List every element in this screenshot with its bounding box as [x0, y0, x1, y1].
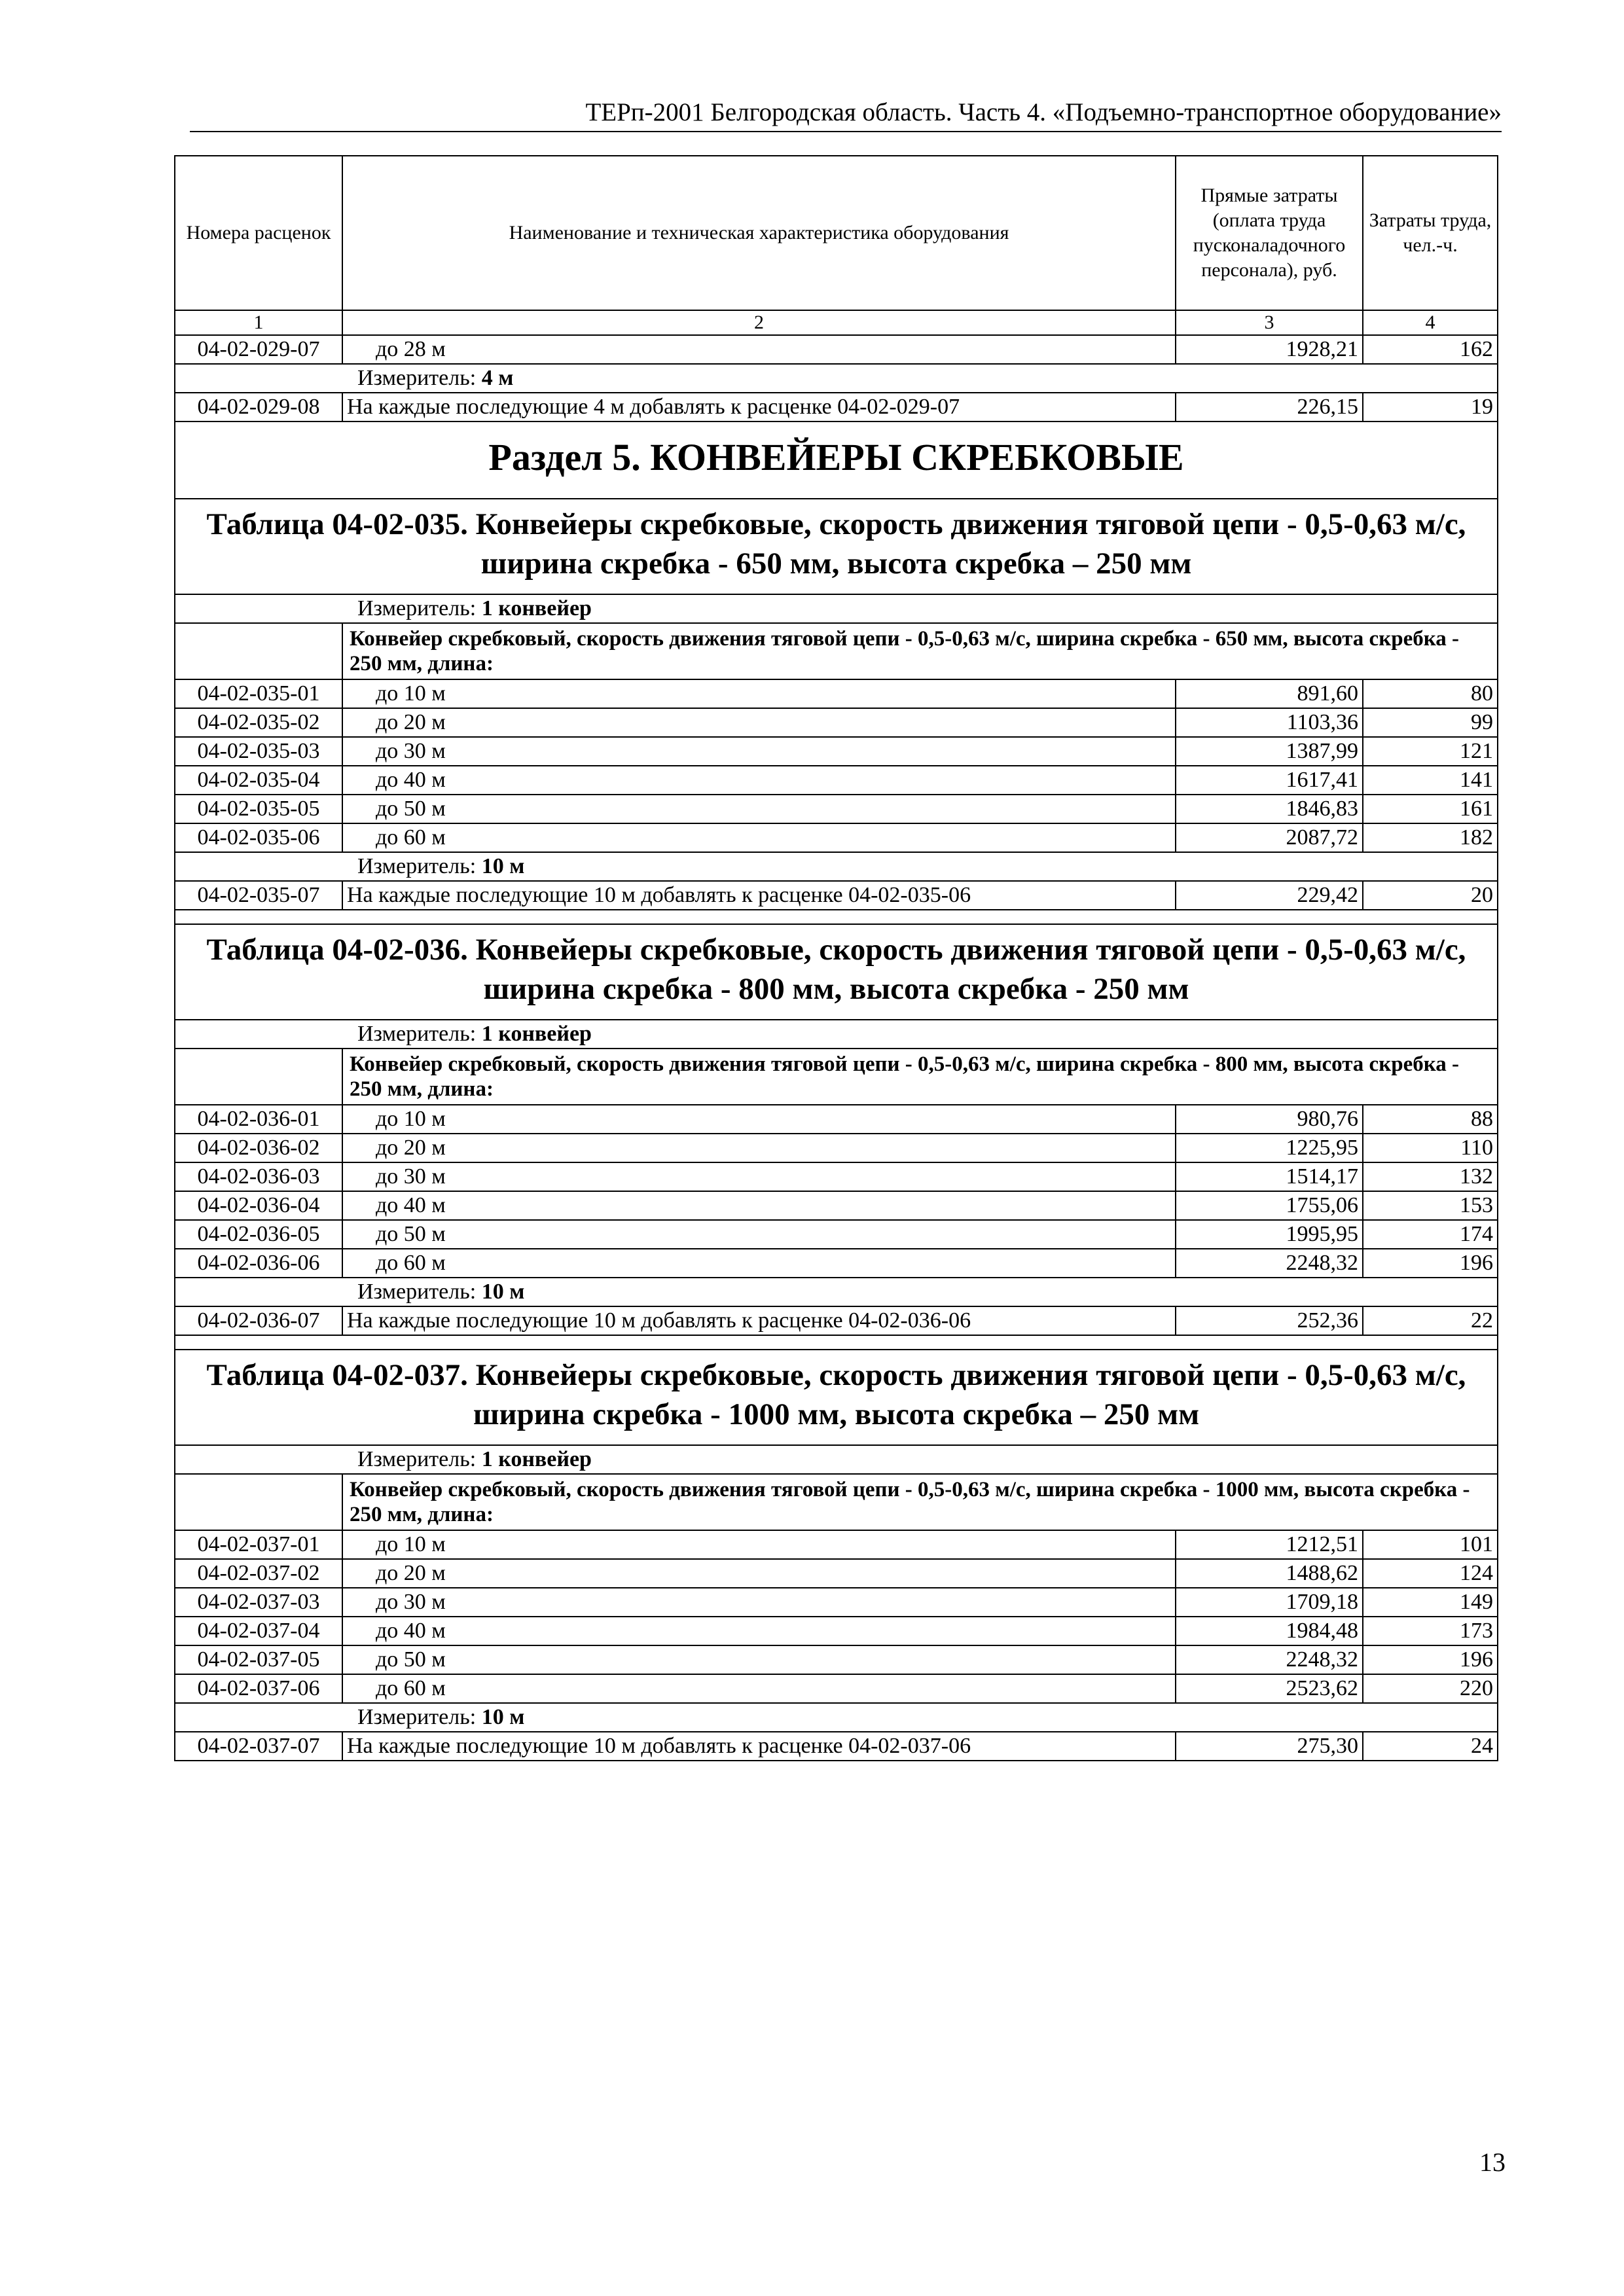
rate-cost: 2248,32 — [1176, 1249, 1363, 1278]
rate-cost: 2087,72 — [1176, 823, 1363, 852]
table-row — [175, 1191, 1498, 1220]
spacer-cell — [175, 910, 1498, 924]
rate-name: до 40 м — [342, 1617, 1176, 1645]
rate-cost: 2523,62 — [1176, 1674, 1363, 1703]
rate-cost: 2248,32 — [1176, 1645, 1363, 1674]
column-number: 1 — [175, 310, 342, 335]
rate-name: до 10 м — [342, 679, 1176, 708]
rate-code: 04-02-036-02 — [175, 1134, 342, 1162]
rate-labor: 196 — [1363, 1249, 1498, 1278]
column-number: 4 — [1363, 310, 1498, 335]
rate-labor: 99 — [1363, 708, 1498, 737]
rate-labor: 174 — [1363, 1220, 1498, 1249]
rate-code: 04-02-035-02 — [175, 708, 342, 737]
meter-unit: 4 м — [481, 366, 514, 390]
rate-code: 04-02-036-01 — [175, 1105, 342, 1134]
table-title: Таблица 04-02-037. Конвейеры скребковые, скорость движения тяговой цепи - 0,5-0,63 м/с, ширина скребка - 1000 мм, высота скребка – 250 мм — [175, 1350, 1498, 1445]
rate-cost: 275,30 — [1176, 1732, 1363, 1761]
meter-row — [175, 364, 1498, 393]
rate-labor: 161 — [1363, 795, 1498, 823]
meter-label: Измеритель: — [357, 596, 477, 620]
header-direct-costs: Прямые затраты (оплата труда пусконаладочного персонала), руб. — [1176, 156, 1363, 310]
meter-row — [175, 1278, 1498, 1306]
rate-cost: 1984,48 — [1176, 1617, 1363, 1645]
rate-name: до 20 м — [342, 1134, 1176, 1162]
rate-name: до 40 м — [342, 1191, 1176, 1220]
meter-row — [175, 594, 1498, 623]
column-number: 2 — [342, 310, 1176, 335]
rate-cost: 1617,41 — [1176, 766, 1363, 795]
rate-cost: 1755,06 — [1176, 1191, 1363, 1220]
rate-code: 04-02-029-07 — [175, 335, 342, 364]
rate-code: 04-02-036-04 — [175, 1191, 342, 1220]
rate-code: 04-02-036-03 — [175, 1162, 342, 1191]
meter-row — [175, 1703, 1498, 1732]
equipment-description: Конвейер скребковый, скорость движения тяговой цепи - 0,5-0,63 м/с, ширина скребка - 650 мм, высота скребка - 250 мм, длина: — [342, 623, 1498, 679]
description-row — [175, 1049, 1498, 1105]
table-row — [175, 1134, 1498, 1162]
rate-code: 04-02-037-04 — [175, 1617, 342, 1645]
rate-name: до 10 м — [342, 1105, 1176, 1134]
equipment-description: Конвейер скребковый, скорость движения тяговой цепи - 0,5-0,63 м/с, ширина скребка - 1000 мм, высота скребка - 250 мм, длина: — [342, 1474, 1498, 1530]
rate-labor: 20 — [1363, 881, 1498, 910]
meter-label: Измеритель: — [357, 854, 477, 878]
rate-labor: 101 — [1363, 1530, 1498, 1559]
rate-name: до 10 м — [342, 1530, 1176, 1559]
rate-cost: 1212,51 — [1176, 1530, 1363, 1559]
rate-cost: 1225,95 — [1176, 1134, 1363, 1162]
meter-cell — [175, 364, 1498, 393]
rate-cost: 1488,62 — [1176, 1559, 1363, 1588]
table-title-row — [175, 924, 1498, 1020]
meter-unit: 1 конвейер — [481, 1447, 592, 1471]
section-title-row — [175, 422, 1498, 499]
table-row — [175, 1617, 1498, 1645]
meter-unit: 10 м — [481, 854, 525, 878]
rate-cost: 1514,17 — [1176, 1162, 1363, 1191]
meter-unit: 10 м — [481, 1705, 525, 1729]
rate-labor: 196 — [1363, 1645, 1498, 1674]
meter-label: Измеритель: — [357, 1022, 477, 1046]
section-title: Раздел 5. КОНВЕЙЕРЫ СКРЕБКОВЫЕ — [175, 422, 1498, 499]
table-row — [175, 881, 1498, 910]
meter-cell — [175, 1278, 1498, 1306]
rate-code: 04-02-035-07 — [175, 881, 342, 910]
meter-cell — [175, 1703, 1498, 1732]
rate-cost: 252,36 — [1176, 1306, 1363, 1335]
table-row — [175, 708, 1498, 737]
rate-code: 04-02-036-05 — [175, 1220, 342, 1249]
table-title-row — [175, 499, 1498, 594]
rate-name: На каждые последующие 10 м добавлять к расценке 04-02-035-06 — [342, 881, 1176, 910]
table-row — [175, 1105, 1498, 1134]
table-row — [175, 1674, 1498, 1703]
rate-code: 04-02-035-06 — [175, 823, 342, 852]
rate-code: 04-02-037-06 — [175, 1674, 342, 1703]
rate-labor: 22 — [1363, 1306, 1498, 1335]
rate-name: На каждые последующие 10 м добавлять к расценке 04-02-037-06 — [342, 1732, 1176, 1761]
description-spacer — [175, 1474, 342, 1530]
rate-code: 04-02-035-03 — [175, 737, 342, 766]
rate-cost: 1387,99 — [1176, 737, 1363, 766]
equipment-description: Конвейер скребковый, скорость движения тяговой цепи - 0,5-0,63 м/с, ширина скребка - 800 мм, высота скребка - 250 мм, длина: — [342, 1049, 1498, 1105]
table-row — [175, 1559, 1498, 1588]
table-row — [175, 679, 1498, 708]
rate-labor: 124 — [1363, 1559, 1498, 1588]
rate-cost: 1709,18 — [1176, 1588, 1363, 1617]
header-rule — [190, 131, 1502, 132]
rates-table — [174, 155, 1498, 1761]
rate-labor: 141 — [1363, 766, 1498, 795]
table-row — [175, 737, 1498, 766]
column-number-row — [175, 310, 1498, 335]
rate-name: На каждые последующие 10 м добавлять к расценке 04-02-036-06 — [342, 1306, 1176, 1335]
table-row — [175, 1645, 1498, 1674]
rate-labor: 149 — [1363, 1588, 1498, 1617]
description-row — [175, 623, 1498, 679]
table-row — [175, 823, 1498, 852]
rate-name: до 20 м — [342, 1559, 1176, 1588]
meter-row — [175, 1020, 1498, 1049]
rate-name: до 50 м — [342, 1645, 1176, 1674]
table-row — [175, 1732, 1498, 1761]
table-row — [175, 1588, 1498, 1617]
rate-cost: 1103,36 — [1176, 708, 1363, 737]
rate-name: до 60 м — [342, 1249, 1176, 1278]
rate-name: до 20 м — [342, 708, 1176, 737]
description-spacer — [175, 1049, 342, 1105]
table-row — [175, 1530, 1498, 1559]
table-row — [175, 1249, 1498, 1278]
rate-code: 04-02-037-07 — [175, 1732, 342, 1761]
rate-code: 04-02-035-05 — [175, 795, 342, 823]
table-title: Таблица 04-02-035. Конвейеры скребковые, скорость движения тяговой цепи - 0,5-0,63 м/с, ширина скребка - 650 мм, высота скребка – 250 мм — [175, 499, 1498, 594]
rate-code: 04-02-036-07 — [175, 1306, 342, 1335]
rate-labor: 153 — [1363, 1191, 1498, 1220]
rate-code: 04-02-036-06 — [175, 1249, 342, 1278]
rate-name: до 60 м — [342, 823, 1176, 852]
meter-unit: 1 конвейер — [481, 1022, 592, 1046]
rate-cost: 226,15 — [1176, 393, 1363, 422]
meter-unit: 10 м — [481, 1280, 525, 1304]
table-row — [175, 766, 1498, 795]
table-spacer-row — [175, 910, 1498, 924]
rate-labor: 80 — [1363, 679, 1498, 708]
running-header: ТЕРп-2001 Белгородская область. Часть 4. «Подъемно-транспортное оборудование» — [585, 98, 1502, 126]
rate-labor: 24 — [1363, 1732, 1498, 1761]
table-row — [175, 1220, 1498, 1249]
header-labor: Затраты труда, чел.-ч. — [1363, 156, 1498, 310]
rate-name: до 28 м — [342, 335, 1176, 364]
rate-name: до 40 м — [342, 766, 1176, 795]
table-row — [175, 393, 1498, 422]
column-number: 3 — [1176, 310, 1363, 335]
rate-code: 04-02-035-04 — [175, 766, 342, 795]
meter-cell — [175, 594, 1498, 623]
rate-name: до 30 м — [342, 737, 1176, 766]
rate-cost: 1995,95 — [1176, 1220, 1363, 1249]
rate-labor: 182 — [1363, 823, 1498, 852]
table-row — [175, 335, 1498, 364]
rate-cost: 1846,83 — [1176, 795, 1363, 823]
rate-labor: 19 — [1363, 393, 1498, 422]
rate-code: 04-02-037-02 — [175, 1559, 342, 1588]
rate-labor: 173 — [1363, 1617, 1498, 1645]
meter-cell — [175, 1020, 1498, 1049]
rate-code: 04-02-037-05 — [175, 1645, 342, 1674]
meter-cell — [175, 852, 1498, 881]
rate-name: до 30 м — [342, 1588, 1176, 1617]
meter-label: Измеритель: — [357, 1447, 477, 1471]
rate-code: 04-02-035-01 — [175, 679, 342, 708]
meter-row — [175, 1445, 1498, 1474]
table-title-row — [175, 1350, 1498, 1445]
rate-cost: 891,60 — [1176, 679, 1363, 708]
rate-code: 04-02-029-08 — [175, 393, 342, 422]
header-codes: Номера расценок — [175, 156, 342, 310]
rate-name: до 60 м — [342, 1674, 1176, 1703]
description-spacer — [175, 623, 342, 679]
rate-name: На каждые последующие 4 м добавлять к расценке 04-02-029-07 — [342, 393, 1176, 422]
rate-cost: 1928,21 — [1176, 335, 1363, 364]
rate-labor: 121 — [1363, 737, 1498, 766]
rate-cost: 229,42 — [1176, 881, 1363, 910]
table-row — [175, 1162, 1498, 1191]
spacer-cell — [175, 1335, 1498, 1350]
rate-name: до 50 м — [342, 795, 1176, 823]
meter-row — [175, 852, 1498, 881]
meter-label: Измеритель: — [357, 1280, 477, 1304]
table-spacer-row — [175, 1335, 1498, 1350]
rate-code: 04-02-037-03 — [175, 1588, 342, 1617]
rate-cost: 980,76 — [1176, 1105, 1363, 1134]
meter-unit: 1 конвейер — [481, 596, 592, 620]
rate-labor: 132 — [1363, 1162, 1498, 1191]
table-title: Таблица 04-02-036. Конвейеры скребковые, скорость движения тяговой цепи - 0,5-0,63 м/с, ширина скребка - 800 мм, высота скребка - 250 мм — [175, 924, 1498, 1020]
meter-label: Измеритель: — [357, 1705, 477, 1729]
table-header-row — [175, 156, 1498, 310]
rate-name: до 50 м — [342, 1220, 1176, 1249]
description-row — [175, 1474, 1498, 1530]
table-row — [175, 795, 1498, 823]
header-name: Наименование и техническая характеристика оборудования — [342, 156, 1176, 310]
rates-table-body — [175, 156, 1498, 1761]
page-number: 13 — [1479, 2147, 1506, 2177]
rate-name: до 30 м — [342, 1162, 1176, 1191]
meter-cell — [175, 1445, 1498, 1474]
meter-label: Измеритель: — [357, 366, 477, 390]
rate-code: 04-02-037-01 — [175, 1530, 342, 1559]
rate-labor: 88 — [1363, 1105, 1498, 1134]
rate-labor: 162 — [1363, 335, 1498, 364]
rate-labor: 220 — [1363, 1674, 1498, 1703]
rate-labor: 110 — [1363, 1134, 1498, 1162]
table-row — [175, 1306, 1498, 1335]
